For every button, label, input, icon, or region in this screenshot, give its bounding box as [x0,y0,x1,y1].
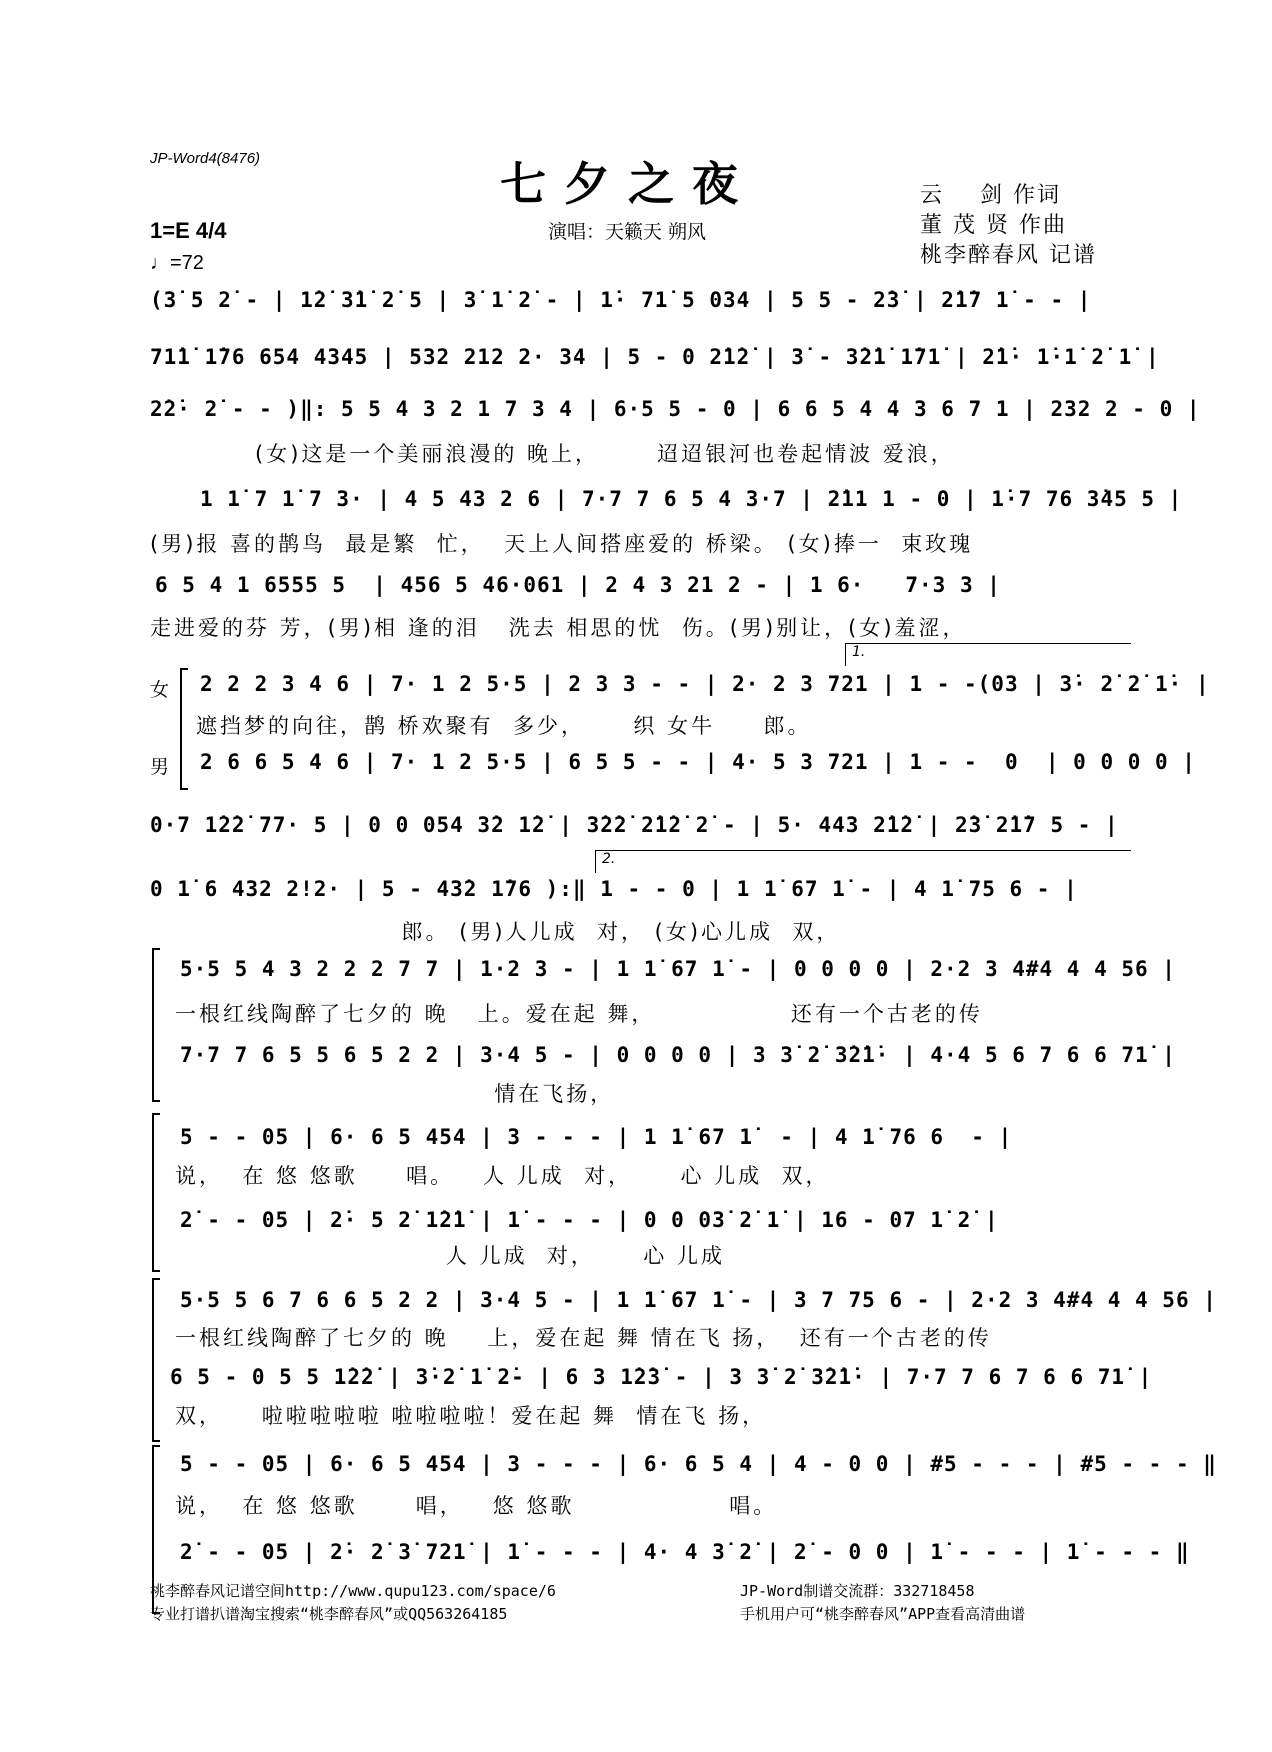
staff-row-5: 6 5 4 1 6555 5 | 456 5 46·061 | 2 4 3 21 2 - | 1 6· 7·3 3 | [155,573,1001,597]
staff-row-13: 2̇ - - 05 | 2̇· 5 2̇ 1̇2̇1̇ | 1̇ - - - | 0 0 03̇ 2̇ 1̇ | 16 - 07 1̇ 2̇ | [180,1208,999,1232]
volta-second: 2. [595,850,1131,873]
staff-row-6: 2 2 2 3 4 6 | 7· 1 2 5·5 | 2 3 3 - - | 2· 2 3 721 | 1 - -(03 | 3̇· 2̇ 2̇ 1̇· | [200,672,1210,696]
staff-row-1: (3̇ 5 2̇ - | 1̇2̇ 3̇1̇ 2̇ 5 | 3̇ 1̇ 2̇ - | 1̇· 71̇ 5 034 | 5 5 - 2̇3̇ | 2̇1̇7 1̇ - - | [150,288,1092,312]
software-label: JP-Word4(8476) [150,150,261,167]
volta-first: 1. [845,643,1131,666]
transcriber-credit: 桃李醉春风 记谱 [920,243,1097,268]
page-title: 七夕之夜 [500,157,756,211]
system-bracket-1 [180,668,188,790]
staff-row-2: 71̇1̇ 1̇76 654 4345 | 532 212 2· 34 | 5 - 0 2̇1̇2̇ | 3̇ - 3̇2̇1̇ 1̇71̇ | 2̇1̇· 1̇·1̇ 2̇ 1̇ | [150,345,1160,369]
lyric-row-11: 情在飞扬， [175,1082,615,1106]
staff-row-10: 5·5 5 4 3 2 2 2 7 7 | 1·2 3 - | 1 1̇ 67 1̇ - | 0 0 0 0 | 2·2 3 4#4 4 4 56 | [180,957,1176,981]
staff-row-7: 2 6 6 5 4 6 | 7· 1 2 5·5 | 6 5 5 - - | 4· 5 3 721 | 1 - - 0 | 0 0 0 0 | [200,750,1196,774]
key-signature: 1=E 4/4 [150,218,227,243]
system-bracket-4 [152,1278,160,1442]
system-bracket-2 [152,948,160,1102]
staff-row-16: 5 - - 05 | 6· 6 5 454 | 3 - - - | 6· 6 5 4 | 4 - 0 0 | #5 - - - | #5 - - - ‖ [180,1452,1217,1476]
staff-row-11: 7·7 7 6 5 5 6 5 2 2 | 3·4 5 - | 0 0 0 0 | 3 3̇ 2̇ 3̇2̇1̇· | 4·4 5 6 7 6 6 71̇ | [180,1043,1176,1067]
lyric-row-15: 双， 啦啦啦啦啦 啦啦啦啦！爱在起 舞 情在飞 扬， [175,1404,767,1428]
staff-row-17: 2̇ - - 05 | 2̇· 2̇ 3̇ 721̇ | 1̇ - - - | 4· 4 3̇ 2̇ | 2̇ - 0 0 | 1̇ - - - | 1̇ - - - ‖ [180,1540,1190,1564]
staff-row-3: 2̇2̇· 2̇ - - )‖: 5 5 4 3 2 1 7 3 4 | 6·5 5 - 0 | 6 6 5 4 4 3 6 7 1 | 232 2 - 0 | [150,397,1201,421]
lyric-row-4: (男)报 喜的鹊鸟 最是繁 忙， 天上人间搭座爱的 桥梁。 (女)捧一 束玫瑰 [150,532,974,556]
lyric-row-5: 走进爱的芬 芳，(男)相 逢的泪 洗去 相思的忧 伤。(男)别让，(女)羞涩， [150,616,967,640]
lyric-row-12: 说， 在 悠 悠歌 唱。 人 儿成 对， 心 儿成 双， [175,1164,830,1188]
system-bracket-3 [152,1113,160,1272]
staff-row-9: 0 1̇ 6 432 2!2· | 5 - 43̇2 1̇76 ):‖ 1 - - 0 | 1 1̇ 67 1̇ - | 4 1̇ 75 6 - | [150,877,1078,901]
staff-row-14: 5·5 5 6 7 6 6 5 2 2 | 3·4 5 - | 1 1̇ 67 1̇ - | 3 7 75 6 - | 2·2 3 4#4 4 4 56 | [180,1288,1217,1312]
part-label-male-1: 男 [150,756,170,778]
lyric-row-16: 说， 在 悠 悠歌 唱， 悠 悠歌 唱。 [175,1494,778,1518]
part-label-female-1: 女 [150,679,170,701]
footer-right-1: JP-Word制谱交流群：332718458 [740,1582,975,1600]
tempo-mark: ♩=72 [150,252,204,274]
footer-right-2: 手机用户可“桃李醉春风”APP查看高清曲谱 [740,1605,1026,1623]
footer-left-2: 专业打谱扒谱淘宝搜索“桃李醉春风”或QQ563264185 [150,1605,508,1623]
lyric-row-9: 郎。 (男)人儿成 对， (女)心儿成 双， [150,920,841,944]
staff-row-4: 1 1̇ 7 1̇ 7 3· | 4 5 43 2 6 | 7·7 7 6 5 4 3·7 | 2̇11 1 - 0 | 1̇·7 76 3̇45 5 | [200,487,1183,511]
lyric-row-6: 遮挡梦的向往，鹊 桥欢聚有 多少， 织 女牛 郎。 [196,714,812,738]
lyric-row-14: 一根红线陶醉了七夕的 晚 上，爱在起 舞 情在飞 扬， 还有一个古老的传 [175,1326,992,1350]
staff-row-12: 5 - - 05 | 6· 6 5 454 | 3 - - - | 1 1̇ 67 1̇ - | 4 1̇ 76 6 - | [180,1125,1013,1149]
staff-row-15: 6 5 - 0 5 5 1̇2̇2̇ | 3̇·2̇ 1̇ 2̇- | 6 3 1̇2̇3̇ - | 3 3̇ 2̇ 3̇2̇1̇· | 7·7 7 6 7 6 6 71̇ | [170,1365,1153,1389]
lyric-row-10: 一根红线陶醉了七夕的 晚 上。爱在起 舞， 还有一个古老的传 [175,1002,983,1026]
lyric-row-3: (女)这是一个美丽浪漫的 晚上， 迢迢银河也卷起情波 爱浪， [255,442,955,466]
composer-credit: 董 茂 贤 作曲 [920,213,1067,238]
lyricist-credit: 云 剑 作词 [920,183,1061,208]
footer-left-1: 桃李醉春风记谱空间http://www.qupu123.com/space/6 [150,1582,556,1600]
lyric-row-13: 人 儿成 对， 心 儿成 [175,1244,725,1268]
singer-credit: 演唱：天籁天 朔风 [548,221,707,243]
staff-row-8: 0·7 1̇2̇2̇ 77· 5 | 0 0 054 3̇2 1̇2̇ | 3̇2̇2̇ 2̇1̇2̇ 2̇ - | 5· 443 2̇1̇2̇ | 2̇3̇ 2̇1̇7 5 - | [150,813,1119,837]
